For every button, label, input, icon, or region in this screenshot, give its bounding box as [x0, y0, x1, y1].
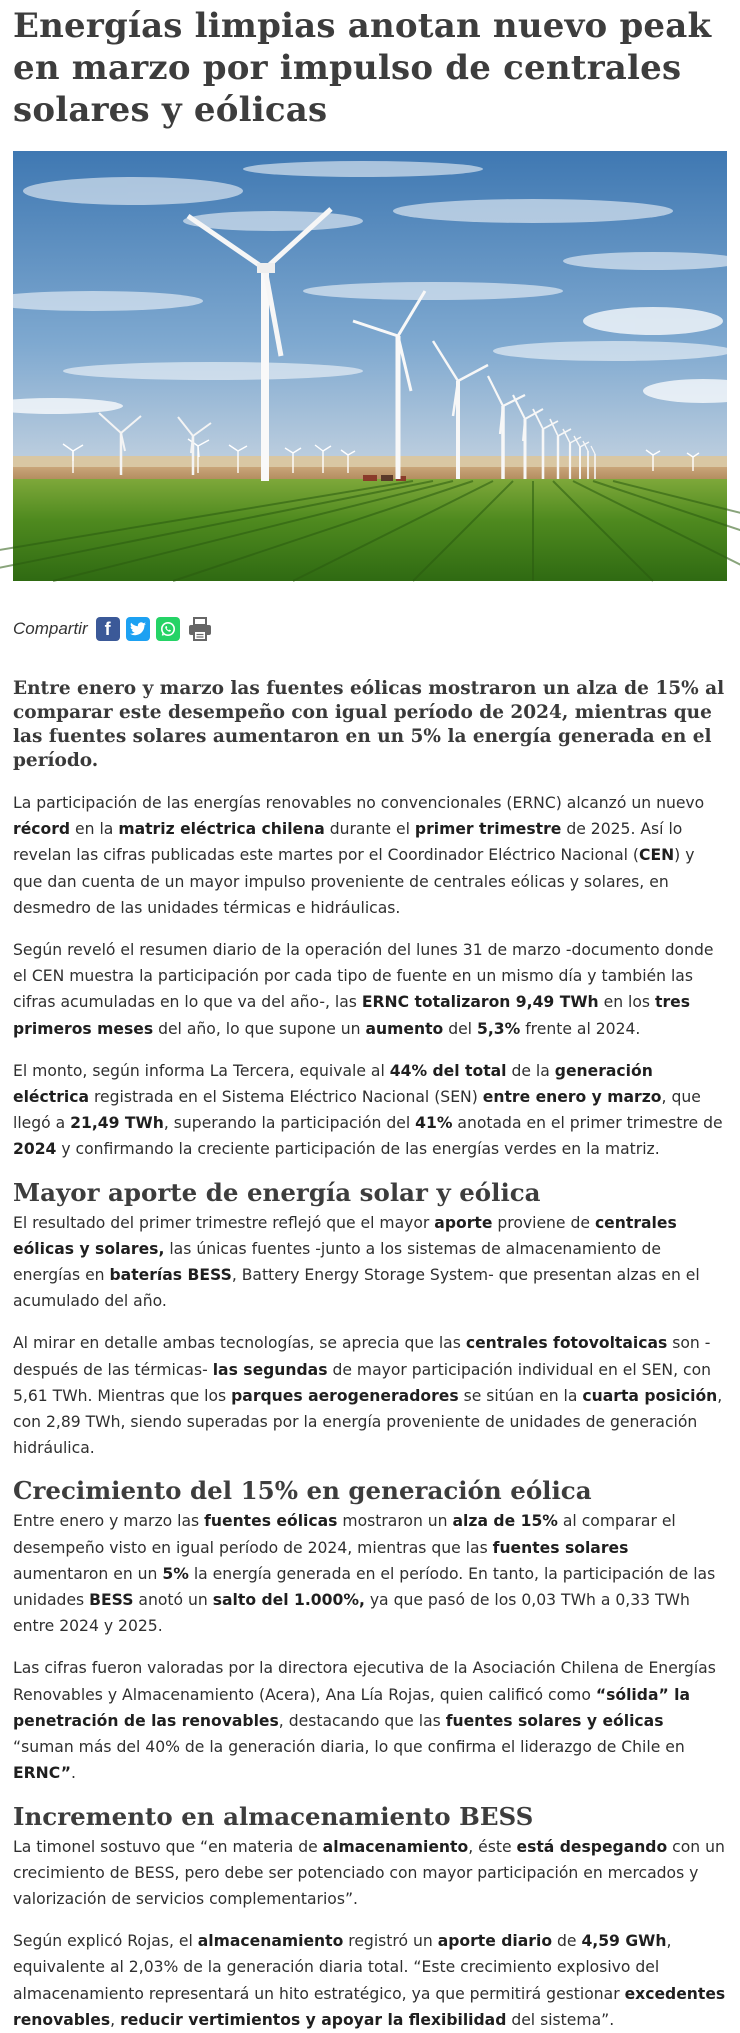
article-title: Energías limpias anotan nuevo peak en marzo por impulso de centrales solares y eólicas	[13, 6, 712, 130]
paragraph: Las cifras fueron valoradas por la directora ejecutiva de la Asociación Chilena de Energías Renovables y Almacenamiento (Acera), Ana Lía Rojas, quien calificó como “sólida” la penetración de las renovables, destacando que las fuentes solares y eólicas “suman más del 40% de la generación diaria, lo que confirma el liderazgo de Chile en ERNC”.	[13, 1659, 716, 1783]
paragraph: Según reveló el resumen diario de la operación del lunes 31 de marzo -documento donde el CEN muestra la participación por cada tipo de fuente en un mismo día y también las cifras acumuladas en lo que va del año-, las ERNC totalizaron 9,49 TWh en los tres primeros meses del año, lo que supone un aumento del 5,3% frente al 2024.	[13, 941, 714, 1038]
share-label: Compartir	[13, 619, 88, 638]
section-heading: Crecimiento del 15% en generación eólica	[13, 1476, 592, 1506]
section-heading: Incremento en almacenamiento BESS	[13, 1801, 534, 1831]
hero-image-wind-farm	[13, 151, 727, 581]
twitter-icon[interactable]	[126, 617, 150, 641]
paragraph: El resultado del primer trimestre reflejó que el mayor aporte proviene de centrales eólicas y solares, las únicas fuentes -junto a los sistemas de almacenamiento de energías en baterías BESS, Battery Energy Storage System- que presentan alzas en el acumulado del año.	[13, 1213, 700, 1311]
share-bar	[13, 611, 727, 647]
print-icon[interactable]	[186, 617, 214, 641]
paragraph: El monto, según informa La Tercera, equivale al 44% del total de la generación eléctrica registrada en el Sistema Eléctrico Nacional (SEN) entre enero y marzo, que llegó a 21,49 TWh, superando la participación del 41% anotada en el primer trimestre de 2024 y confirmando la creciente participación de las energías verdes en la matriz.	[13, 1061, 723, 1159]
facebook-icon[interactable]: f	[96, 617, 120, 641]
article-lead: Entre enero y marzo las fuentes eólicas mostraron un alza de 15% al comparar este desempeño con igual período de 2024, mientras que las fuentes solares aumentaron en un 5% la energía generada en el período.	[13, 678, 725, 771]
whatsapp-icon[interactable]	[156, 617, 180, 641]
paragraph: La timonel sostuvo que “en materia de almacenamiento, éste está despegando con un crecimiento de BESS, pero debe ser potenciado con mayor participación en mercados y valorización de servicios complementarios”.	[13, 1837, 725, 1908]
paragraph: Según explicó Rojas, el almacenamiento registró un aporte diario de 4,59 GWh, equivalente al 2,03% de la generación diaria total. “Este crecimiento explosivo del almacenamiento representará un hito estratégico, ya que permitirá gestionar excedentes renovables, reducir vertimientos y apoyar la flexibilidad del sistema”.	[13, 1932, 726, 2029]
paragraph: Al mirar en detalle ambas tecnologías, se aprecia que las centrales fotovoltaicas son -después de las térmicas- las segundas de mayor participación individual en el SEN, con 5,61 TWh. Mientras que los parques aerogeneradores se sitúan en la cuarta posición, con 2,89 TWh, siendo superadas por la energía proveniente de unidades de generación hidráulica.	[13, 1334, 723, 1458]
paragraph: La participación de las energías renovables no convencionales (ERNC) alcanzó un nuevo récord en la matriz eléctrica chilena durante el primer trimestre de 2025. Así lo revelan las cifras publicadas este martes por el Coordinador Eléctrico Nacional (CEN) y que dan cuenta de un mayor impulso proveniente de centrales eólicas y solares, en desmedro de las unidades térmicas e hidráulicas.	[13, 794, 705, 917]
section-heading: Mayor aporte de energía solar y eólica	[13, 1177, 541, 1207]
paragraph: Entre enero y marzo las fuentes eólicas mostraron un alza de 15% al comparar el desempeño visto en igual período de 2024, mientras que las fuentes solares aumentaron en un 5% la energía generada en el período. En tanto, la participación de las unidades BESS anotó un salto del 1.000%, ya que pasó de los 0,03 TWh a 0,33 TWh entre 2024 y 2025.	[13, 1512, 716, 1636]
